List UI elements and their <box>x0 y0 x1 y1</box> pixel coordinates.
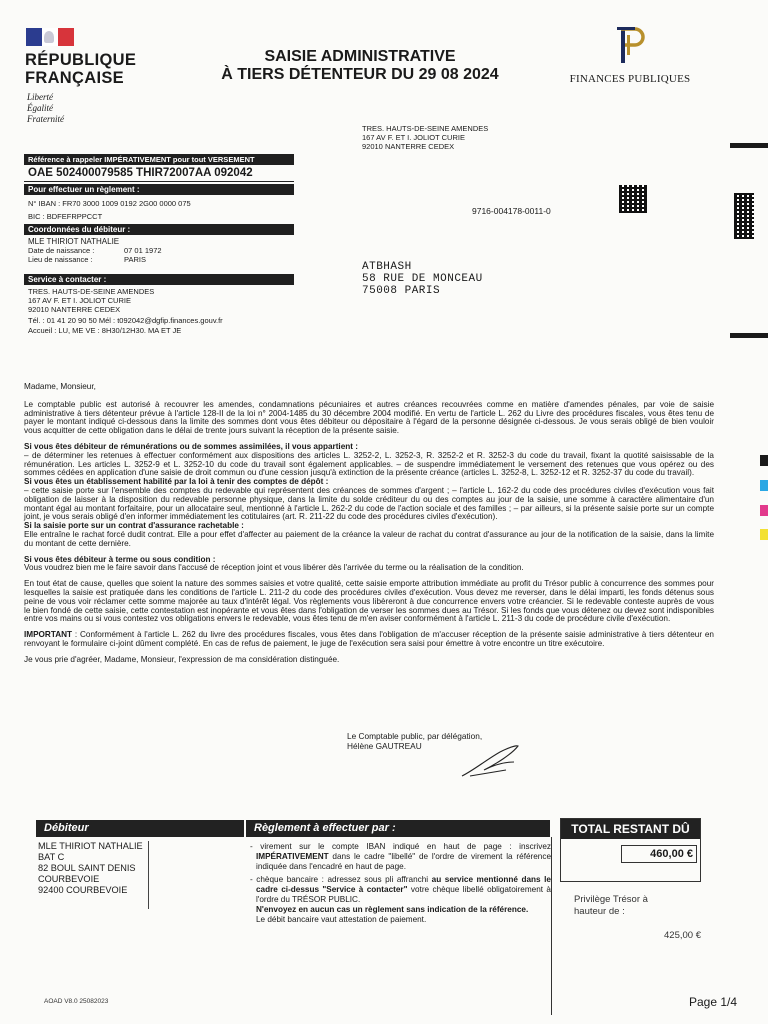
paragraph-remunerations: – de déterminer les retenues à effectuer conformément aux dispositions des articles L. 3252-2, L. 3252-3, R. 3252-2 et R. 3252-3 du code du travail, fixant la quotité saisissable de la rémunération. Les articles L. 3252-9 et L. 3252-10 du code du travail sont également applicables. – de suspendre immédiatement le versement des retenues que vous opérez ou des sommes cédées en application d'une saisie de droit commun ou d'une cession jusqu'à extinction de la présente créance (articles L. 3252-8, L. 3252-12 et R. 3252-37 du code du travail). <box>24 450 714 478</box>
privilege-value: 425,00 € <box>664 930 701 941</box>
form-code: AOAD V8.0 25082023 <box>44 998 109 1005</box>
paragraph-important: IMPORTANT : Conformément à l'article L. 262 du livre des procédures fiscales, vous êtes dans l'obligation de m'accuser réception de la présente saisie administrative à tiers détenteur en renvoyant le formulaire ci-joint dûment complété. En cas de refus de paiement, le juge de l'exécution sera saisi pour émettre à votre encontre un titre exécutoire. <box>24 630 714 648</box>
birth-place-row: Lieu de naissance : PARIS <box>28 255 146 264</box>
debit-note: Le débit bancaire vaut attestation de paiement. <box>256 915 427 925</box>
privilege-label: Privilège Trésor à hauteur de : <box>574 894 648 917</box>
service-label: Service à contacter : <box>24 274 294 285</box>
payment-instructions <box>248 842 551 926</box>
reglement-label: Pour effectuer un règlement : <box>24 184 294 195</box>
total-header: TOTAL RESTANT DÛ <box>561 819 700 839</box>
heading-remunerations: Si vous êtes débiteur de rémunérations ou de sommes assimilées, il vous appartient : <box>24 441 358 451</box>
closing-formula: Je vous prie d'agréer, Madame, Monsieur, l'expression de ma considération distinguée. <box>24 654 340 664</box>
recipient-address: ATBHASH 58 RUE DE MONCEAU 75008 PARIS <box>362 261 483 297</box>
margin-mark <box>730 333 768 338</box>
reference-label: Référence à rappeler IMPÉRATIVEMENT pour tout VERSEMENT <box>24 154 294 165</box>
column-divider <box>551 837 552 1015</box>
birth-date-row: Date de naissance : 07 01 1972 <box>28 246 162 255</box>
heading-terme: Si vous êtes débiteur à terme ou sous condition : <box>24 554 216 564</box>
finances-publiques-logo: FINANCES PUBLIQUES <box>560 25 700 85</box>
handwritten-signature <box>456 740 526 782</box>
paragraph-comptes-depot: – cette saisie porte sur l'ensemble des comptes du redevable qui représentent des créances de sommes d'argent ; – l'article L. 162-2 du code des procédures civiles d'exécution vous fait obligation de laisser à la disposition du redevable personne physique, dans la limite du solde créditeur du ou des comptes au jour de la saisie, une somme à caractère alimentaire d'un montant égal au montant forfaitaire, pour un allocataire seul, mentionné à l'article L. 262-2 du code de l'action sociale et des familles ; – par ailleurs, si la présente saisie porte sur un compte joint, je vous serais obligé d'en informer immédiatement les cotitulaires (art. R. 211-22 du code des procédures civiles d'exécution). <box>24 485 714 522</box>
letter-body <box>24 383 714 672</box>
paragraph-terme: Vous voudrez bien me le faire savoir dans l'accusé de réception joint et vous libérer dès l'arrivée du terme ou la réalisation de la condition. <box>24 563 524 573</box>
color-mark-black <box>760 455 768 466</box>
reference-value: OAE 502400079585 THIR72007AA 092042 <box>24 165 294 182</box>
bic: BIC : BDFEFRPPCCT <box>28 212 103 221</box>
page-number: Page 1/4 <box>689 995 738 1009</box>
republic-motto: Liberté Égalité Fraternité <box>27 92 64 124</box>
sender-address: TRES. HAUTS-DE-SEINE AMENDES 167 AV F. ET I. JOLIOT CURIE 92010 NANTERRE CEDEX <box>362 124 489 151</box>
color-mark-cyan <box>760 480 768 491</box>
reglement-header: Règlement à effectuer par : <box>246 820 550 837</box>
iban: N° IBAN : FR70 3000 1009 0192 2G00 0000 075 <box>28 199 191 208</box>
margin-mark <box>730 143 768 148</box>
reference-block <box>24 154 294 337</box>
ref-number: 9716-004178-0011-0 <box>472 206 551 216</box>
color-mark-yellow <box>760 529 768 540</box>
heading-comptes-depot: Si vous êtes un établissement habilité par la loi à tenir des comptes de dépôt : <box>24 477 329 487</box>
document-title: SAISIE ADMINISTRATIVE À TIERS DÉTENTEUR DU 29 08 2024 <box>221 48 499 83</box>
virement-instruction: - virement sur le compte IBAN indiqué en haut de page : inscrivez IMPÉRATIVEMENT dans le cadre "libellé" de l'ordre de virement la référence indiquée dans l'encadré en haut de page. <box>250 842 551 872</box>
datamatrix-code <box>619 185 647 213</box>
total-value: 460,00 € <box>621 845 697 863</box>
paragraph-intro: Le comptable public est autorisé à recouvrer les amendes, condamnations pécuniaires et autres créances recouvrées comme en matière d'amendes pénales, par voie de saisie administrative à tiers détenteur prévue à l'article 128-II de la loi n° 2004-1485 du 30 décembre 2004 modifié. En vertu de l'article L. 262 du Livre des procédures fiscales, vous êtes tenu de payer le montant indiqué ci-dessous dans la limite des sommes dont vous êtes débiteur ou dépositaire à l'égard de la personne désignée ci-dessous. Je vous serais obligé de bien vouloir vous acquitter de cette obligation dans le délai de trente jours suivant la réception de la présente saisie. <box>24 399 714 436</box>
debiteur-header: Débiteur <box>36 820 244 837</box>
heading-assurance: Si la saisie porte sur un contrat d'assurance rachetable : <box>24 521 244 531</box>
debiteur-coord-label: Coordonnées du débiteur : <box>24 224 294 235</box>
side-barcode <box>734 193 754 239</box>
no-send-warning: N'envoyez en aucun cas un règlement sans indication de la référence. <box>256 905 529 915</box>
total-box <box>560 818 701 882</box>
republique-francaise-wordmark: RÉPUBLIQUE FRANÇAISE <box>25 51 137 87</box>
signature-block: Le Comptable public, par délégation, Hélène GAUTREAU <box>347 731 483 751</box>
service-address: TRES. HAUTS-DE-SEINE AMENDES 167 AV F. ET I. JOLIOT CURIE 92010 NANTERRE CEDEX Tél. : 01 41 20 90 50 Mél : t092042@dgfip.finances.gouv.fr Accueil : LU, ME VE : 8H30/12H30. MA ET JE <box>28 287 223 335</box>
marianne-flag-logo <box>26 28 74 46</box>
paragraph-assurance: Elle entraîne le rachat forcé dudit contrat. Elle a pour effet d'affecter au paiement de la créance la valeur de rachat du contrat d'assurance au jour de la notification de la saisie, dans la limite du montant de cette dernière. <box>24 529 714 548</box>
debtor-name: MLE THIRIOT NATHALIE <box>28 237 120 246</box>
address-box-border <box>148 841 149 909</box>
debtor-address: MLE THIRIOT NATHALIE BAT C 82 BOUL SAINT DENIS COURBEVOIE 92400 COURBEVOIE <box>38 841 143 895</box>
paragraph-etat-de-cause: En tout état de cause, quelles que soient la nature des sommes saisies et votre qualité, cette saisie emporte attribution immédiate au profit du Trésor public à concurrence des sommes pour lesquelles la saisie est pratiquée dans les conditions de l'article L. 211-2 du code des procédures civiles d'exécution. Vous devez me reverser, dans le délai imparti, les fonds détenus sous peine de vous voir réclamer cette somme majorée au taux d'intérêt légal. Vos règlements vous libèreront à due concurrence envers votre créancier. Si le redevable conteste auprès de vous le bien fondé de cette saisie, cette contestation est inopérante et vous êtes dans l'obligation de verser les sommes dues au Trésor. Si les fonds que vous détenez ou devez sont indisponibles entre vos mains ou si vous contestez vos obligations envers le redevable, vous êtes tenu de m'en aviser conformément à l'article L. 211-3 du code de procédure civile d'exécution. <box>24 579 714 624</box>
color-mark-magenta <box>760 505 768 516</box>
fp-monogram-icon <box>613 25 647 65</box>
salutation: Madame, Monsieur, <box>24 382 96 391</box>
cheque-instruction: - chèque bancaire : adressez sous pli affranchi au service mentionné dans le cadre ci-dessus "Service à contacter" votre chèque libellé obligatoirement à l'ordre du TRÉSOR PUBLIC. <box>250 874 551 905</box>
